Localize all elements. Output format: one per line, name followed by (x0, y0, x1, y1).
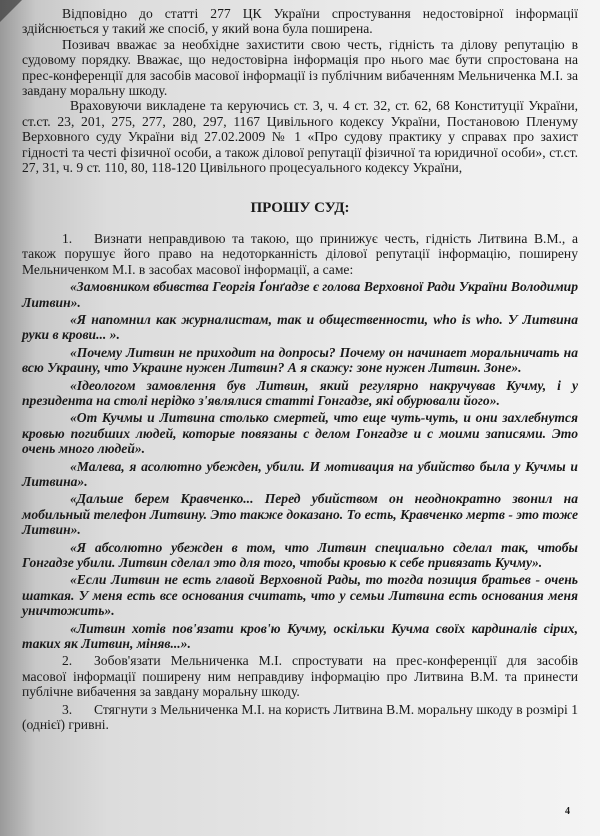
item-number: 2. (62, 653, 73, 669)
quote: «Дальше берем Кравченко... Перед убийством он неоднократно звонил на мобильный телефон Литвину. Это также доказано. То есть, Кравченко мертв - это тоже Литвин». (22, 491, 578, 538)
page-fold-shadow (0, 0, 22, 22)
item-text: Визнати неправдивою та такою, що принижує честь, гідність Литвина В.М., а також порушує його право на недоторканність ділової репутації інформацію, поширену Мельниченком М.І. в засобах масової інформації, а саме: (22, 230, 578, 277)
quote: «Почему Литвин не приходит на допросы? Почему он начинает моральничать на всю Украину, что Украине нужен Литвин? А я скажу: зоне нужен Литвин. Зоне». (22, 344, 578, 376)
quote: «Я напомнил как журналистам, так и общественности, who is who. У Литвина руки в крови... ». (22, 311, 578, 343)
item-number: 1. (62, 230, 73, 246)
page-number: 4 (565, 806, 570, 817)
document-body (22, 6, 578, 732)
quote: «Литвин хотів пов'язати кров'ю Кучму, оскільки Кучма своїх кардиналів сірих, таких як Литвин, міняв...». (22, 620, 578, 652)
request-item-2 (22, 653, 578, 699)
request-heading: ПРОШУ СУД: (250, 200, 350, 217)
paragraph-legal-basis: Враховуючи викладене та керуючись ст. 3, ч. 4 ст. 32, ст. 62, 68 Конституції України, ст.ст. 23, 201, 275, 277, 280, 297, 1167 Цивільного кодексу України, Постановою Пленуму Верховного суду України від 27.02.2009 № 1 «Про судову практику у справах про захист гідності та честі фізичної особи, а також ділової репутації фізичної та юридичної особи», ст.ст. 27, 31, ч. 9 ст. 110, 80, 118-120 Цивільного процесуального кодексу України, (22, 98, 578, 176)
paragraph-plaintiff-position: Позивач вважає за необхідне захистити свою честь, гідність та ділову репутацію в судовому порядку. Вважає, що недостовірна інформація про нього має бути спростована на прес-конференції для засобів масової інформації із публічним вибаченням Мельниченка М.І. за завдану моральну шкоду. (22, 36, 578, 99)
quote: «Ідеологом замовлення був Литвин, який регулярно накручував Кучму, і у президента на столі нерідко з'являлися статті Гонгадзе, які обурювали його». (22, 377, 578, 408)
paragraph-article-277: Відповідно до статті 277 ЦК України спростування недостовірної інформації здійснюється у такий же спосіб, у який вона була поширена. (22, 6, 578, 37)
item-text: Зобов'язати Мельниченка М.І. спростувати на прес-конференції для засобів масової інформації поширену ним неправдиву інформацію про Литвина В.М. та принести публічне вибачення за завдану моральну шкоду. (22, 653, 578, 700)
request-item-1 (22, 231, 578, 277)
quote: «Замовником вбивства Георгія Ґонґадзе є голова Верховної Ради України Володимир Литвин». (22, 279, 578, 310)
quote: «От Кучмы и Литвина столько смертей, что еще чуть-чуть, и они захлебнутся кровью погибших людей, которые повязаны с делом Гонгадзе и с моими записями. Это очень много людей». (22, 410, 578, 457)
quote: «Я абсолютно убежден в том, что Литвин специально сделал так, чтобы Гонгадзе убили. Литвин сделал это для того, чтобы кровью к себе привязать Кучму». (22, 539, 578, 570)
item-text: Стягнути з Мельниченка М.І. на користь Литвина В.М. моральну шкоду в розмірі 1 (однієї) гривні. (22, 701, 578, 733)
quote: «Малева, я асолютно убежден, убили. И мотивация на убийство была у Кучмы и Литвина». (22, 458, 578, 489)
item-number: 3. (62, 701, 73, 717)
request-item-3 (22, 702, 578, 733)
quote: «Если Литвин не есть главой Верховной Рады, то тогда позиция братьев - очень шаткая. У меня есть все основания считать, что у семьи Литвина есть основания меня уничтожить». (22, 572, 578, 619)
